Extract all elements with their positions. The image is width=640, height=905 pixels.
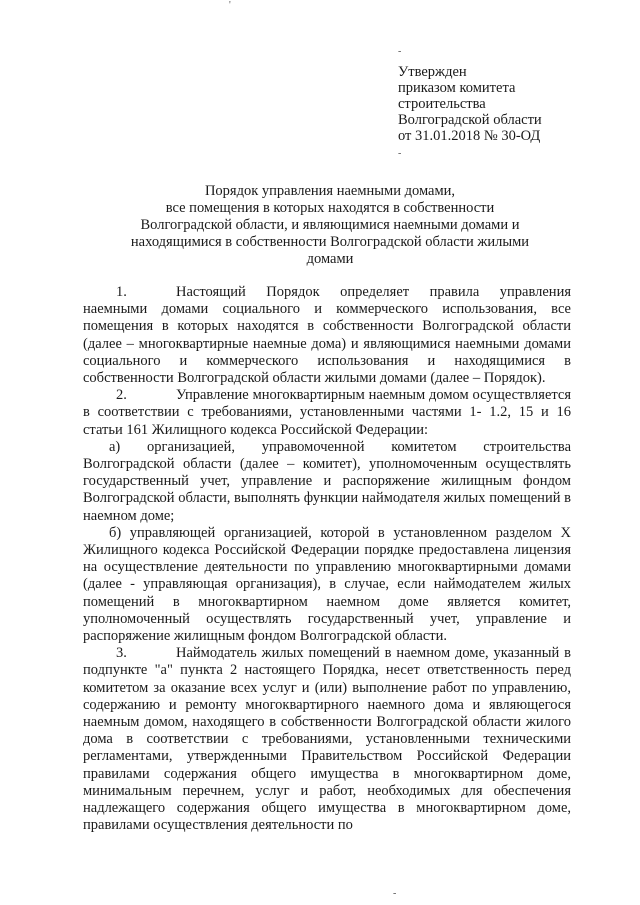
approval-line: строительства: [398, 96, 486, 112]
document-body: [83, 284, 571, 835]
approval-line: Утвержден: [398, 64, 467, 80]
title-line: домами: [306, 251, 354, 267]
paragraph-2: [83, 387, 571, 439]
title-line: находящимися в собственности Волгоградской области жилыми: [130, 234, 530, 250]
paragraph-2a: а) организацией, управомоченной комитетом строительства Волгоградской области (далее – комитет), уполномоченным осуществлять государственный учет, управление и распоряжение жилищным фондом Волгоградской области, выполнять функции наймодателя жилых помещений в наемном доме;: [83, 438, 571, 524]
paragraph-text: Наймодатель жилых помещений в наемном доме, указанный в подпункте "а" пункта 2 настоящего Порядка, несет ответственность перед комитетом за оказание всех услуг и (или) выполнение работ по управлению, содержанию и ремонту многоквартирного наемного дома и являющегося наемным домом, находящего в собственности Волгоградской области жилого дома в соответствии с требованиями, установленными техническими регламентами, утвержденными Правительством Российской Федерации правилами содержания общего имущества в многоквартирном доме, минимальным перечнем, услуг и работ, необходимых для обеспечения надлежащего содержания общего имущества в многоквартирном доме, правилами осуществления деятельности по: [83, 645, 571, 834]
approval-line: приказом комитета: [398, 80, 516, 96]
document-title: [100, 183, 560, 268]
title-line: Волгоградской области, и являющимися наемными домами и: [140, 217, 520, 233]
paragraph-2b: б) управляющей организацией, которой в установленном разделом X Жилищного кодекса Российской Федерации порядке предоставлена лицензия на осуществление деятельности по управлению многоквартирными домами (далее - управляющая организация), в случае, если наймодателем жилых помещений в многоквартирном наемном доме является комитет, уполномоченный осуществлять государственный учет, управление и распоряжение жилищным фондом Волгоградской области.: [83, 524, 571, 645]
paragraph-number: 2.: [116, 387, 127, 404]
paragraph-number: 1.: [116, 284, 127, 300]
paragraph-text: Управление многоквартирным наемным домом осуществляется в соответствии с требованиями, установленными частями 1- 1.2, 15 и 16 статьи 161 Жилищного кодекса Российской Федерации:: [83, 387, 571, 438]
scan-mark: -: [398, 148, 402, 159]
approval-line: от 31.01.2018 № 30-ОД: [398, 128, 541, 144]
title-line: все помещения в которых находятся в собственности: [165, 200, 495, 216]
scan-mark: ': [229, 0, 231, 11]
paragraph-number: 3.: [116, 645, 127, 662]
paragraph-1: [83, 284, 571, 387]
approval-stamp: [398, 64, 628, 144]
scan-mark: -: [393, 888, 397, 899]
scan-mark: -: [398, 46, 402, 57]
paragraph-3: [83, 645, 571, 834]
approval-line: Волгоградской области: [398, 112, 542, 128]
title-line: Порядок управления наемными домами,: [204, 183, 456, 199]
paragraph-text: Настоящий Порядок определяет правила управления наемными домами социального и коммерческого использования, все помещения в которых находятся в собственности Волгоградской области (далее – многоквартирные наемные дома) и являющимися наемными домами социального и коммерческого использования и находящимися в собственности Волгоградской области жилыми домами (далее – Порядок).: [83, 284, 571, 387]
